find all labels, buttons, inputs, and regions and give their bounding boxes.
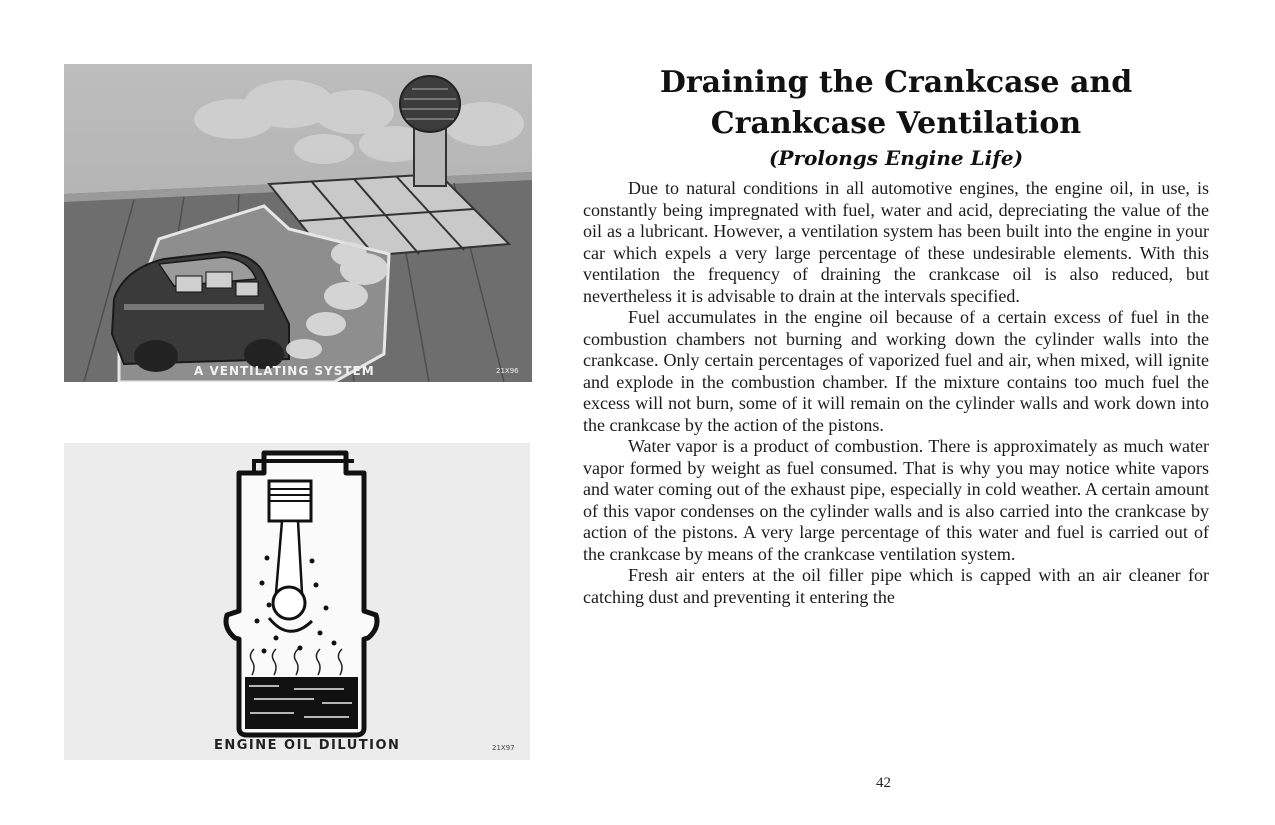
article: [583, 62, 1209, 608]
article-subtitle: (Prolongs Engine Life): [768, 146, 1024, 170]
ventilating-system-illustration: [64, 64, 532, 382]
title-line-2: Crankcase Ventilation: [710, 106, 1082, 141]
page-number: 42: [876, 775, 891, 791]
engine-oil-dilution-drawing: [64, 443, 530, 760]
engine-oil-dilution-caption: ENGINE OIL DILUTION: [214, 738, 401, 753]
ventilating-system-caption: A VENTILATING SYSTEM: [194, 364, 375, 378]
paragraph: Water vapor is a product of combustion. There is approximately as much water vapor formed by weight as fuel consumed. That is why you may notice white vapors and water coming out of the exhaust pipe, especially in cold weather. A certain amount of this vapor condenses on the cylinder walls and is also carried into the crankcase by action of the pistons. A very large percentage of this water and fuel is carried out of the crankcase by means of the crankcase ventilation system.: [583, 436, 1209, 564]
engine-oil-dilution-illustration: [64, 443, 530, 760]
car-drawing: [112, 252, 289, 372]
article-title: [583, 62, 1209, 144]
paragraph: Due to natural conditions in all automotive engines, the engine oil, in use, is constantly being impregnated with fuel, water and acid, depreciating the value of the oil as a lubricant. However, a ventilation system has been built into the engine in your car which expels a very large percentage of these undesirable elements. With this ventilation the frequency of draining the crankcase oil is also reduced, but nevertheless it is advisable to drain at the intervals specified.: [583, 178, 1209, 306]
ventilating-system-drawing: [64, 64, 532, 382]
paragraph: Fuel accumulates in the engine oil because of a certain excess of fuel in the combustion chambers not burning and working down the cylinder walls into the crankcase. Only certain percentages of vaporized fuel and air, when mixed, will ignite and explode in the combustion chamber. If the mixture contains too much fuel the excess will not burn, some of it will remain on the cylinder walls and work down into the crankcase by the action of the pistons.: [583, 307, 1209, 435]
ventilating-system-code: 21X96: [496, 367, 519, 375]
title-line-1: Draining the Crankcase and: [659, 65, 1133, 100]
engine-oil-dilution-code: 21X97: [492, 744, 515, 752]
paragraph: Fresh air enters at the oil filler pipe which is capped with an air cleaner for catching dust and preventing it entering the: [583, 565, 1209, 607]
